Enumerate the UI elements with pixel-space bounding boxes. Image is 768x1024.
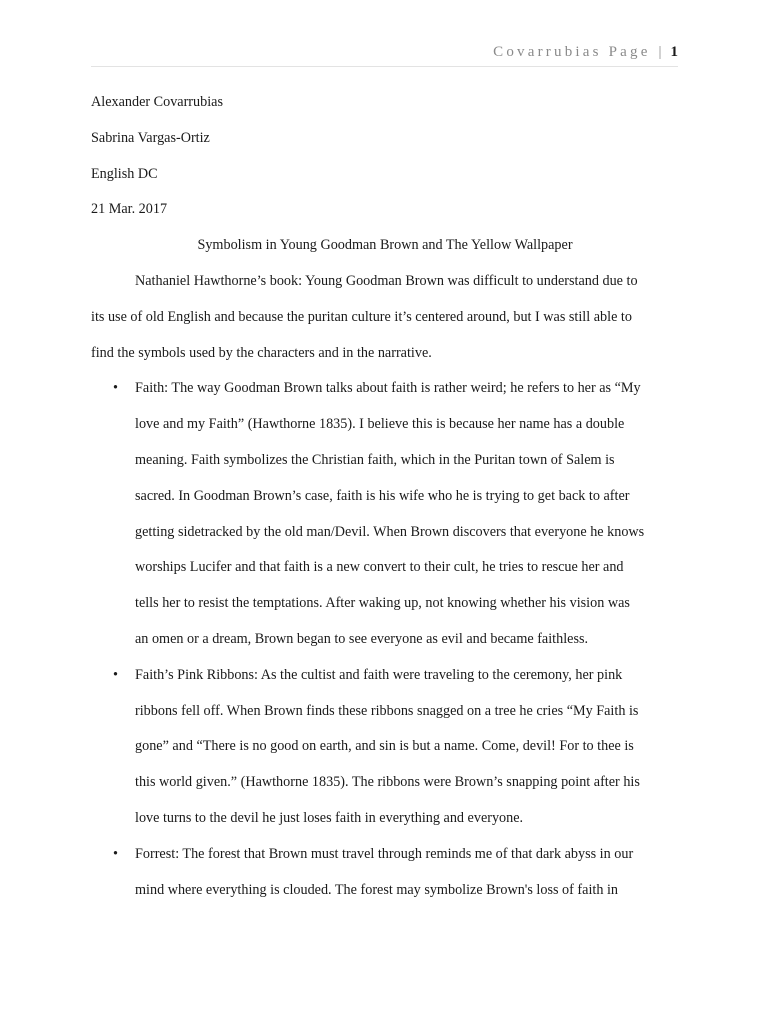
list-line: an omen or a dream, Brown began to see everyone as evil and became faithless. — [135, 630, 589, 647]
list-item-pink-ribbons — [91, 658, 679, 837]
list-line: ribbons fell off. When Brown finds these ribbons snagged on a tree he cries “My Faith is — [135, 702, 639, 719]
course-name: English DC — [91, 165, 158, 182]
page-number: 1 — [670, 44, 678, 60]
intro-paragraph — [91, 264, 679, 371]
list-line: Forrest: The forest that Brown must travel through reminds me of that dark abyss in our — [135, 845, 634, 862]
list-line: Faith’s Pink Ribbons: As the cultist and faith were traveling to the ceremony, her pink — [135, 666, 623, 683]
document-title: Symbolism in Young Goodman Brown and The Yellow Wallpaper — [197, 237, 573, 254]
running-head-text: Covarrubias Page — [493, 44, 651, 60]
list-item-forrest — [91, 837, 679, 909]
bullet-icon: • — [113, 380, 118, 397]
bullet-icon: • — [113, 845, 118, 862]
list-line: love turns to the devil he just loses faith in everything and everyone. — [135, 809, 524, 826]
list-line: love and my Faith” (Hawthorne 1835). I believe this is because her name has a double — [135, 416, 625, 433]
list-line: worships Lucifer and that faith is a new convert to their cult, he tries to rescue her and — [135, 559, 624, 576]
list-line: mind where everything is clouded. The forest may symbolize Brown's loss of faith in — [135, 881, 618, 898]
running-header — [493, 44, 678, 61]
header-separator: | — [658, 44, 662, 60]
list-line: sacred. In Goodman Brown’s case, faith is his wife who he is trying to get back to after — [135, 487, 630, 504]
symbol-list — [91, 371, 679, 908]
list-line: this world given.” (Hawthorne 1835). The ribbons were Brown’s snapping point after his — [135, 774, 640, 791]
list-item-text — [135, 371, 679, 657]
list-line: Faith: The way Goodman Brown talks about faith is rather weird; he refers to her as “My — [135, 380, 641, 397]
instructor-name: Sabrina Vargas-Ortiz — [91, 129, 210, 146]
list-item-text — [135, 658, 679, 837]
list-item-faith — [91, 371, 679, 657]
header-divider — [91, 66, 678, 67]
intro-line: Nathaniel Hawthorne’s book: Young Goodman Brown was difficult to understand due to — [135, 272, 638, 289]
intro-line: find the symbols used by the characters and in the narrative. — [91, 344, 432, 361]
intro-line: its use of old English and because the puritan culture it’s centered around, but I was still able to — [91, 308, 632, 325]
document-date: 21 Mar. 2017 — [91, 201, 168, 218]
document-body — [91, 85, 679, 908]
list-item-text — [135, 837, 679, 909]
author-name: Alexander Covarrubias — [91, 94, 223, 110]
list-line: gone” and “There is no good on earth, and sin is but a name. Come, devil! For to thee is — [135, 738, 634, 755]
bullet-icon: • — [113, 666, 118, 683]
list-line: tells her to resist the temptations. After waking up, not knowing whether his vision was — [135, 595, 630, 612]
list-line: getting sidetracked by the old man/Devil. When Brown discovers that everyone he knows — [135, 523, 645, 540]
list-line: meaning. Faith symbolizes the Christian faith, which in the Puritan town of Salem is — [135, 451, 615, 468]
